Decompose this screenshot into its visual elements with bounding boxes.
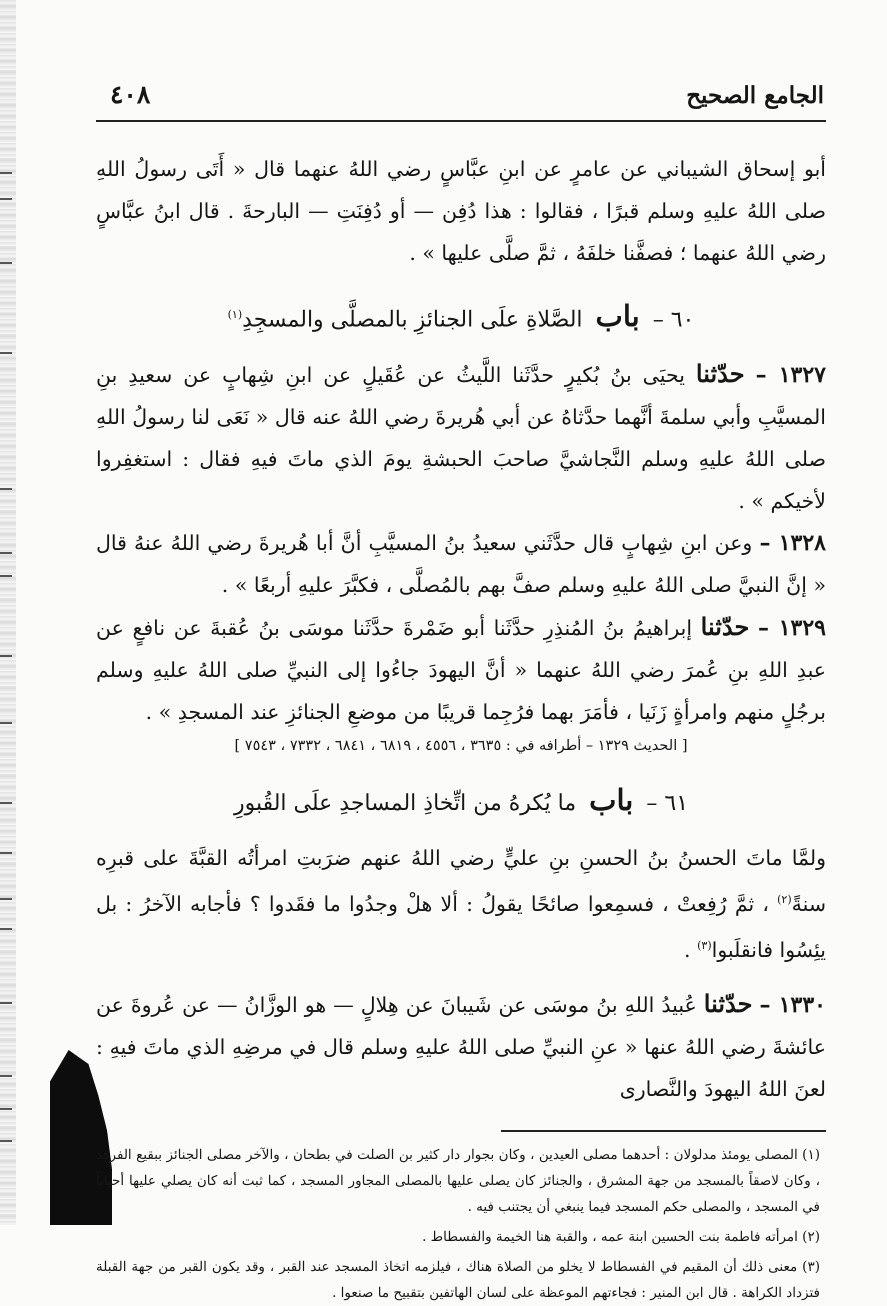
page-header — [96, 72, 826, 122]
chapter-title: الصَّلاةِ علَى الجنائزِ بالمصلَّى والمسجِدِ — [242, 307, 583, 333]
book-page — [96, 72, 826, 1301]
chapter-number: ٦٠ – — [652, 307, 695, 333]
hadith-text: يحيَى بنُ بُكيرٍ حدَّثَنا اللَّيثُ عن عُقَيلٍ عن ابنِ شِهابٍ عن سعيدِ بنِ المسيَّبِ وأبي سلمةَ أنَّهما حدَّثاهُ عن أبي هُريرةَ رضي اللهُ عنه قال « نَعَى لنا رسولُ اللهِ صلى اللهُ عليهِ وسلم النَّجاشيَّ صاحبَ الحبشةِ يومَ الذي ماتَ فيهِ فقال : استغفِروا لأخيكم » . — [96, 363, 826, 514]
narration-text: ، ثمَّ رُفِعتْ ، فسمِعوا صائحًا يقولُ : ألا هلْ وجدُوا ما فقَدوا ؟ فأجابه الآخرُ : بل يئِسُوا فانقلَبوا — [96, 892, 826, 962]
cross-reference: [ الحديث ١٣٢٩ – أطرافه في : ٣٦٣٥ ، ٤٥٥٦ ، ٦٨١٩ ، ٦٨٤١ ، ٧٣٣٢ ، ٧٥٤٣ ] — [234, 738, 688, 755]
opening-paragraph: أبو إسحاق الشيباني عن عامرٍ عن ابنِ عبَّاسٍ رضي اللهُ عنهما قال « أَتَى رسولُ اللهِ صلى اللهُ عليهِ وسلم قبرًا ، فقالوا : هذا دُفِن — أو دُفِنَتِ — البارحةَ . قال ابنُ عبَّاسٍ رضي اللهُ عنهما ؛ فصفَّنا خلفَهُ ، ثمَّ صلَّى عليها » . — [96, 157, 826, 265]
hadith-number: ١٣٢٧ – — [755, 362, 826, 389]
chapter-bab-word: باب — [589, 783, 634, 818]
hadith-1327 — [96, 353, 826, 522]
hadith-text: وعن ابنِ شِهابٍ قال حدَّثَني سعيدُ بنُ المسيَّبِ أنَّ أبا هُريرةَ رضي اللهُ عنهُ قال « إنَّ النبيَّ صلى اللهُ عليهِ وسلم صفَّ بهم بالمُصلَّى ، فكبَّرَ عليهِ أربعًا » . — [96, 531, 826, 598]
haddathana-word: حدّثنا — [695, 359, 745, 389]
hadith-text: إبراهيمُ بنُ المُنذِرِ حدَّثَنا أبو ضَمْرةَ حدَّثَنا موسَى بنُ عُقبةَ عن نافعٍ عن عبدِ اللهِ بنِ عُمرَ رضي اللهُ عنهما « أنَّ اليهودَ جاءُوا إلى النبيِّ صلى اللهُ عليهِ وسلم برجُلٍ منهم وامرأةٍ زَنَيا ، فأمَرَ بهما فرُجِما قريبًا من موضعِ الجنائزِ عند المسجدِ » . — [96, 616, 826, 725]
chapter-bab-word: باب — [595, 299, 640, 334]
chapter-61-narration — [96, 837, 826, 971]
chapter-60-heading — [96, 294, 826, 341]
hadith-number: ١٣٢٩ – — [757, 615, 826, 642]
chapter-61-heading — [96, 779, 826, 825]
scan-margin-marks — [0, 0, 14, 1225]
footnotes — [96, 1142, 826, 1306]
hadith-text: عُبيدُ اللهِ بنُ موسَى عن شَيبانَ عن هِلالٍ — هو الوزَّانُ — عن عُروةَ عن عائشةَ رضي اللهُ عنها « عنِ النبيِّ صلى اللهُ عليهِ وسلم قال في مرضِهِ الذي ماتَ فيهِ : لعنَ اللهُ اليهودَ والنَّصارى — [96, 992, 826, 1101]
chapter-title: ما يُكرهُ من اتِّخاذِ المساجدِ علَى القُبورِ — [233, 791, 577, 817]
main-text — [96, 148, 826, 1110]
running-title: الجامع الصحيح — [686, 82, 824, 109]
hadith-number: ١٣٢٨ – — [759, 530, 826, 557]
hadith-1328 — [96, 522, 826, 606]
page-number: ٤٠٨ — [110, 80, 151, 109]
footnote: (٢) امرأته فاطمة بنت الحسين ابنة عمه ، والقبة هنا الخيمة والفسطاط . — [422, 1228, 820, 1245]
narration-text: ولمَّا ماتَ الحسنُ بنُ الحسنِ بنِ عليٍّ رضي اللهُ عنهم ضرَبتِ امرأتُه القبَّةَ على قبرِه سنةً — [96, 846, 826, 917]
haddathana-word: حدّثنا — [700, 612, 750, 642]
footnote-mark: (١) — [227, 308, 243, 321]
haddathana-word: حدّثنا — [703, 988, 753, 1018]
footnote-mark: (٢) — [777, 893, 792, 907]
hadith-number: ١٣٣٠ – — [759, 991, 826, 1018]
hadith-1329 — [96, 606, 826, 733]
hadith-1330 — [96, 983, 826, 1110]
footnote-divider — [501, 1130, 826, 1132]
footnote-mark: (٣) — [697, 939, 712, 953]
footnote: (١) المصلى يومئذ مدلولان : أحدهما مصلى العيدين ، وكان بجوار دار كثير بن الصلت في بطحان ، والآخر مصلى الجنائز ببقيع الفرقد ، وكان لاصقاً بالمسجد من جهة المشرق ، والجنائز كان يصلى عليها بالمصلى المجاور المسجد ، كما ثبت أنه كان يصلي عليها أحياناً في المسجد ، والمصلى حكم المسجد فيما ينبغي أن يجتنب فيه . — [96, 1146, 820, 1215]
footnote: (٣) معنى ذلك أن المقيم في الفسطاط لا يخلو من الصلاة هناك ، فيلزمه اتخاذ المسجد عند القبر ، وقد يكون القبر من جهة القبلة فتزداد الكراهة . قال ابن المنير : فجاءتهم الموعظة على لسان الهاتفين بتقبيح ما صنعوا . — [96, 1258, 820, 1301]
narration-text: . — [684, 937, 691, 962]
chapter-number: ٦١ – — [646, 791, 689, 817]
